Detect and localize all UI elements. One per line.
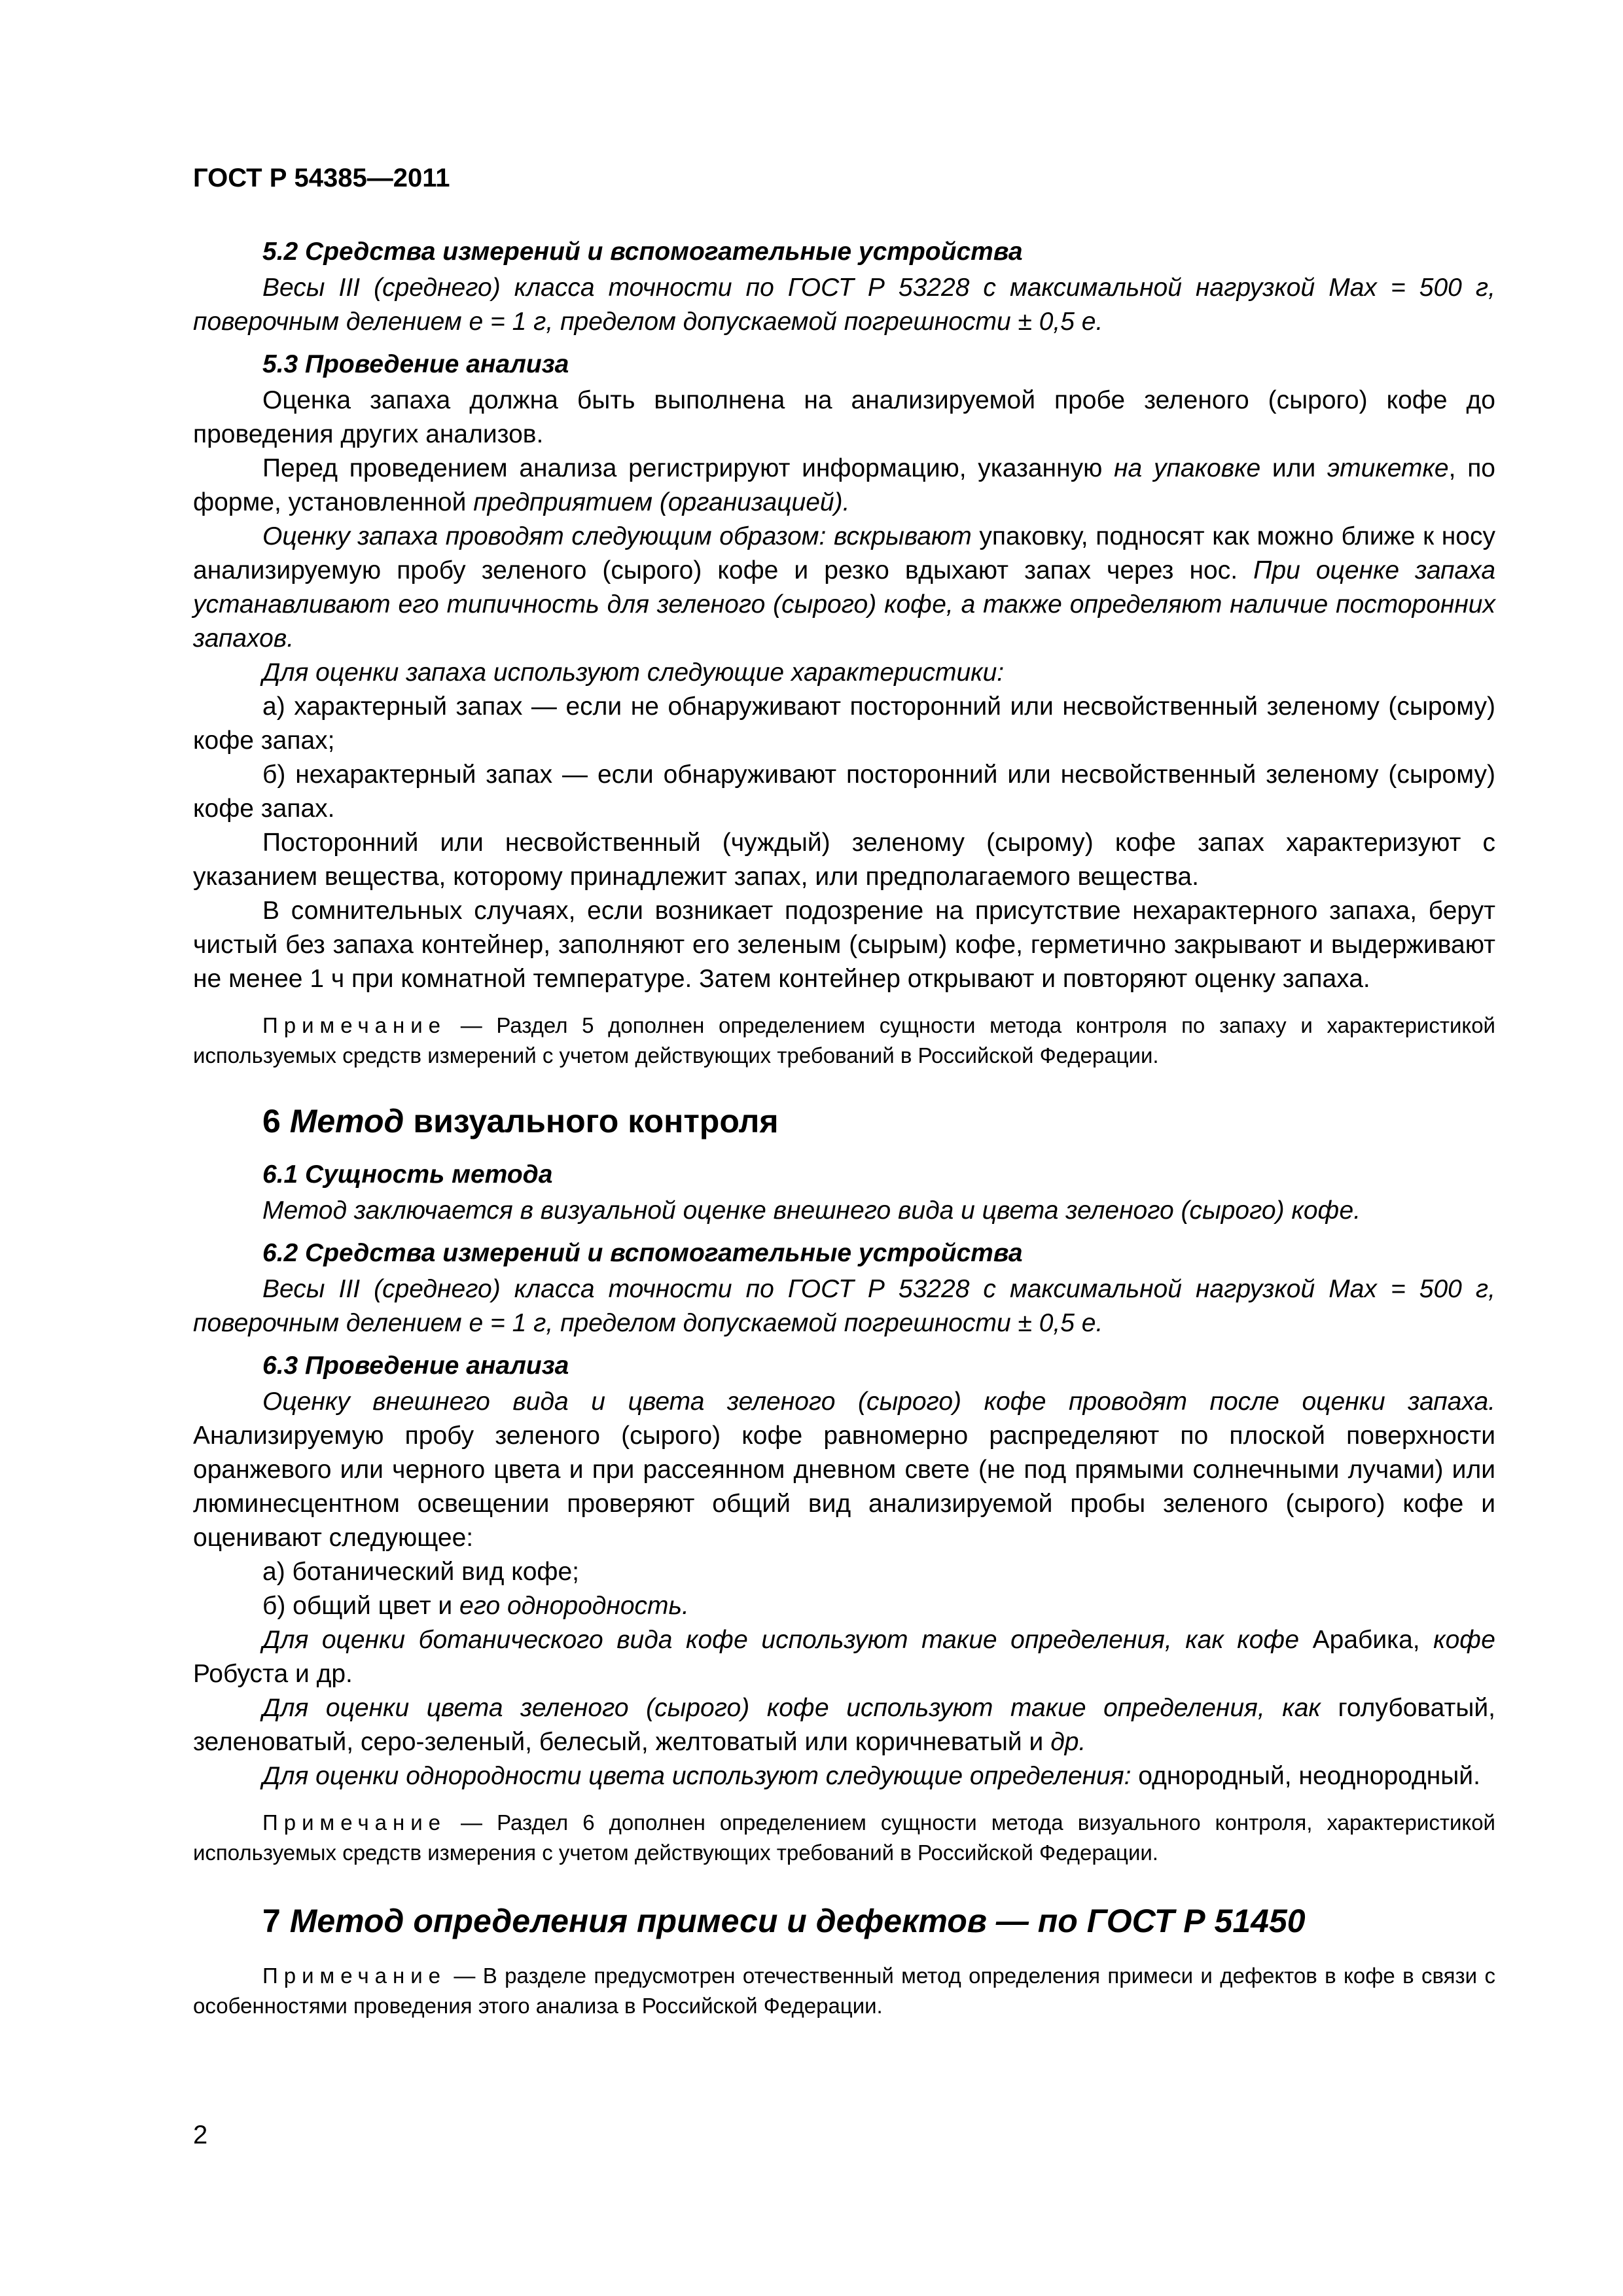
section-5-3-p3: Оценку запаха проводят следующим образом: вскрывают упаковку, подносят как можно ближе к носу анализируемую пробу зеленого (сырого) кофе и резко вдыхают запах через нос. При оценке запаха устанавливают его типичность для зеленого (сырого) кофе, а также определяют наличие посторонних запахов. [193,522,1496,653]
section-5-3-p6: В сомнительных случаях, если возникает подозрение на присутствие нехарактерного запаха, берут чистый без запаха контейнер, заполняют его зеленым (сырым) кофе, герметично закрывают и выдерживают не менее 1 ч при комнатной температуре. Затем контейнер открывают и повторяют оценку запаха. [193,897,1495,993]
section-5-3-title: 5.3 Проведение анализа [262,350,569,378]
section-5-3-p4: Для оценки запаха используют следующие характеристики: [262,658,1005,687]
page-content [193,233,1495,2021]
section-6-3-item-a: а) ботанический вид кофе; [262,1558,579,1586]
section-6-3-p4: Для оценки однородности цвета используют следующие определения: однородный, неоднородный. [262,1762,1480,1790]
section-6-3-title: 6.3 Проведение анализа [262,1352,569,1380]
section-5-3-p2: Перед проведением анализа регистрируют информацию, указанную на упаковке или этикетке, по форме, установленной предприятием (организацией). [193,454,1495,516]
section-7-note: Примечание — В разделе предусмотрен отечественный метод определения примеси и дефектов в кофе в связи с особенностями проведения этого анализа в Российской Федерации. [193,1964,1495,2018]
section-5-2-title: 5.2 Средства измерений и вспомогательные устройства [262,238,1023,266]
section-6-2-title: 6.2 Средства измерений и вспомогательные устройства [262,1239,1023,1267]
section-5-2-text: Весы III (среднего) класса точности по ГОСТ Р 53228 с максимальной нагрузкой Max = 500 г, поверочным делением е = 1 г, пределом допускаемой погрешности ± 0,5 е. [193,274,1495,336]
page-number: 2 [193,2121,208,2149]
section-5-3-item-a: а) характерный запах — если не обнаруживают посторонний или несвойственный зеленому (сырому) кофе запах; [193,692,1495,755]
section-6-1-text: Метод заключается в визуальной оценке внешнего вида и цвета зеленого (сырого) кофе. [262,1196,1361,1225]
section-6-3-p1: Оценку внешнего вида и цвета зеленого (сырого) кофе проводят после оценки запаха. Анализируемую пробу зеленого (сырого) кофе равномерно распределяют по плоской поверхности оранжевого или черного цвета и при рассеянном дневном свете (не под прямыми солнечными лучами) или люминесцентном освещении проверяют общий вид анализируемой пробы зеленого (сырого) кофе и оценивают следующее: [193,1388,1495,1552]
section-5-3-p1: Оценка запаха должна быть выполнена на анализируемой пробе зеленого (сырого) кофе до проведения других анализов. [193,386,1495,448]
section-6-heading: 6 Метод визуального контроля [262,1103,779,1139]
section-7-heading: 7 Метод определения примеси и дефектов — по ГОСТ Р 51450 [262,1903,1306,1939]
section-6-2-text: Весы III (среднего) класса точности по ГОСТ Р 53228 с максимальной нагрузкой Max = 500 г, поверочным делением е = 1 г, пределом допускаемой погрешности ± 0,5 е. [193,1275,1495,1337]
section-6-3-p2: Для оценки ботанического вида кофе используют такие определения, как кофе Арабика, кофе Робуста и др. [193,1626,1495,1688]
section-6-1-title: 6.1 Сущность метода [262,1160,553,1189]
section-6-3-p3: Для оценки цвета зеленого (сырого) кофе используют такие определения, как голубоватый, зеленоватый, серо-зеленый, белесый, желтоватый или коричневатый и др. [193,1694,1496,1756]
section-6-3-item-b: б) общий цвет и его однородность. [262,1592,689,1620]
section-5-3-p5: Посторонний или несвойственный (чуждый) зеленому (сырому) кофе запах характеризуют с указанием вещества, которому принадлежит запах, или предполагаемого вещества. [193,829,1495,891]
section-5-note: Примечание — Раздел 5 дополнен определением сущности метода контроля по запаху и характеристикой используемых средств измерений с учетом действующих требований в Российской Федерации. [193,1013,1495,1067]
document-header: ГОСТ Р 54385—2011 [193,164,450,192]
section-6-note: Примечание — Раздел 6 дополнен определением сущности метода визуального контроля, характеристикой используемых средств измерения с учетом действующих требований в Российской Федерации. [193,1810,1495,1865]
section-5-3-item-b: б) нехарактерный запах — если обнаруживают посторонний или несвойственный зеленому (сырому) кофе запах. [193,761,1495,823]
